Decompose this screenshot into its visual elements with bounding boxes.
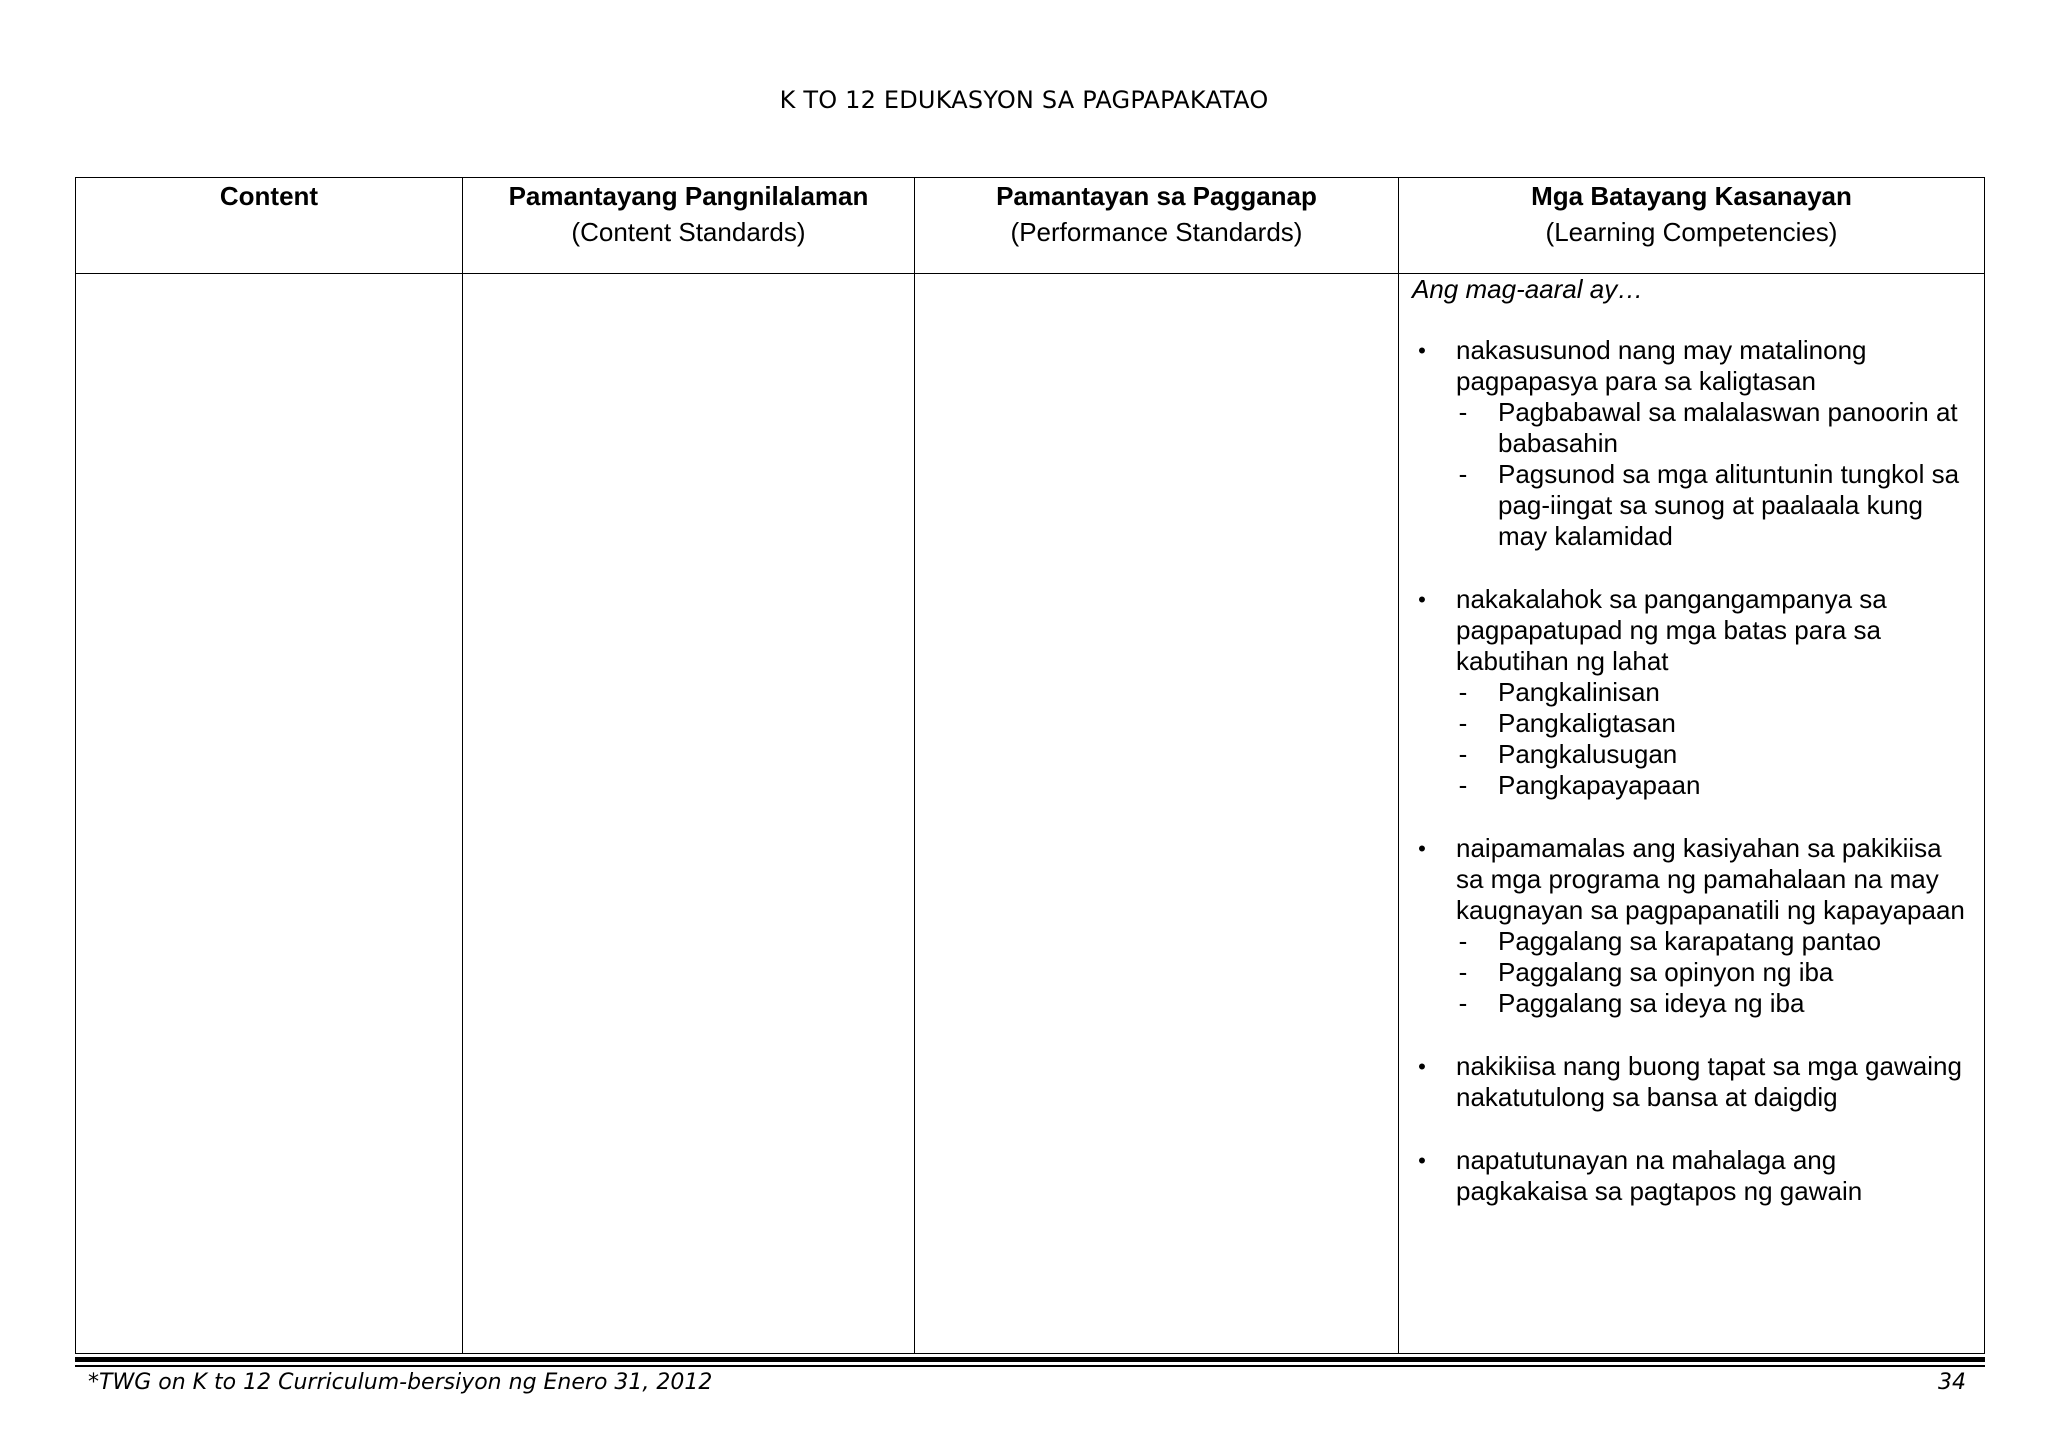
dash-icon: -: [1458, 739, 1468, 769]
header-content-standards-title: Pamantayang Pangnilalaman: [508, 181, 869, 211]
competency-sub-text: Pagsunod sa mga alituntunin tungkol sa pag-iingat sa sunog at paalaala kung may kalamidad: [1498, 459, 1960, 551]
competency-text: nakikiisa nang buong tapat sa mga gawaing nakatutulong sa bansa at daigdig: [1456, 1051, 1962, 1112]
competency-text: napatutunayan na mahalaga ang pagkakaisa sa pagtapos ng gawain: [1456, 1145, 1863, 1206]
competency-sub-text: Paggalang sa opinyon ng iba: [1498, 957, 1834, 987]
dash-icon: -: [1458, 459, 1468, 489]
competency-sub-text: Pangkapayapaan: [1498, 770, 1701, 800]
competency-item: [1412, 1145, 1968, 1207]
dash-icon: -: [1458, 988, 1468, 1018]
competency-item: [1412, 335, 1968, 552]
competency-text: nakasusunod nang may matalinong pagpapasya para sa kaligtasan: [1456, 335, 1867, 396]
competency-text: naipamamalas ang kasiyahan sa pakikiisa sa mga programa ng pamahalaan na may kaugnayan sa pagpapanatili ng kapayapaan: [1456, 833, 1965, 925]
footer-rule-thin: [75, 1365, 1985, 1367]
competency-sub-text: Pangkalinisan: [1498, 677, 1660, 707]
dash-icon: -: [1458, 926, 1468, 956]
header-content-standards-subtitle: (Content Standards): [571, 217, 806, 247]
header-performance-standards-title: Pamantayan sa Pagganap: [996, 181, 1317, 211]
competency-sub-item: [1456, 957, 1968, 988]
page-number: 34: [1938, 1370, 1966, 1395]
competency-sub-list: [1456, 677, 1968, 801]
competency-item: [1412, 584, 1968, 801]
header-performance-standards-subtitle: (Performance Standards): [1010, 217, 1303, 247]
content-standards-cell: [463, 274, 915, 1354]
competency-item: [1412, 833, 1968, 1019]
performance-standards-cell: [915, 274, 1399, 1354]
competency-sub-text: Pangkaligtasan: [1498, 708, 1676, 738]
competency-sub-item: [1456, 926, 1968, 957]
bullet-icon: •: [1418, 1054, 1426, 1079]
competency-sub-text: Pagbabawal sa malalaswan panoorin at babasahin: [1498, 397, 1958, 458]
competency-sub-item: [1456, 739, 1968, 770]
competency-sub-item: [1456, 708, 1968, 739]
competency-sub-list: [1456, 926, 1968, 1019]
competency-sub-item: [1456, 988, 1968, 1019]
learning-competencies-cell: [1399, 274, 1985, 1354]
bullet-icon: •: [1418, 836, 1426, 861]
header-learning-competencies-title: Mga Batayang Kasanayan: [1531, 181, 1852, 211]
table-body-row: [76, 274, 1985, 1354]
document-title: K TO 12 EDUKASYON SA PAGPAPAKATAO: [779, 86, 1269, 114]
competency-sub-list: [1456, 397, 1968, 552]
competency-item: [1412, 1051, 1968, 1113]
header-learning-competencies: [1399, 178, 1985, 274]
competency-text: nakakalahok sa pangangampanya sa pagpapatupad ng mga batas para sa kabutihan ng lahat: [1456, 584, 1887, 676]
competency-sub-item: [1456, 397, 1968, 459]
competency-sub-item: [1456, 459, 1968, 552]
header-performance-standards: [915, 178, 1399, 274]
competencies-intro: Ang mag-aaral ay…: [1412, 274, 1644, 304]
dash-icon: -: [1458, 677, 1468, 707]
curriculum-table: [75, 177, 1985, 1354]
competencies-list: [1412, 335, 1968, 1207]
header-learning-competencies-subtitle: (Learning Competencies): [1545, 217, 1838, 247]
competency-sub-text: Paggalang sa ideya ng iba: [1498, 988, 1805, 1018]
competency-sub-item: [1456, 677, 1968, 708]
bullet-icon: •: [1418, 587, 1426, 612]
dash-icon: -: [1458, 397, 1468, 427]
footer-note: *TWG on K to 12 Curriculum-bersiyon ng Enero 31, 2012: [88, 1370, 713, 1395]
header-content: [76, 178, 463, 274]
header-content-title: Content: [219, 181, 319, 211]
footer-rule-thick: [75, 1357, 1985, 1362]
header-content-standards: [463, 178, 915, 274]
dash-icon: -: [1458, 770, 1468, 800]
competency-sub-text: Pangkalusugan: [1498, 739, 1678, 769]
competency-sub-item: [1456, 770, 1968, 801]
bullet-icon: •: [1418, 338, 1426, 363]
dash-icon: -: [1458, 708, 1468, 738]
dash-icon: -: [1458, 957, 1468, 987]
content-cell: [76, 274, 463, 1354]
table-header-row: [76, 178, 1985, 274]
competency-sub-text: Paggalang sa karapatang pantao: [1498, 926, 1882, 956]
bullet-icon: •: [1418, 1148, 1426, 1173]
